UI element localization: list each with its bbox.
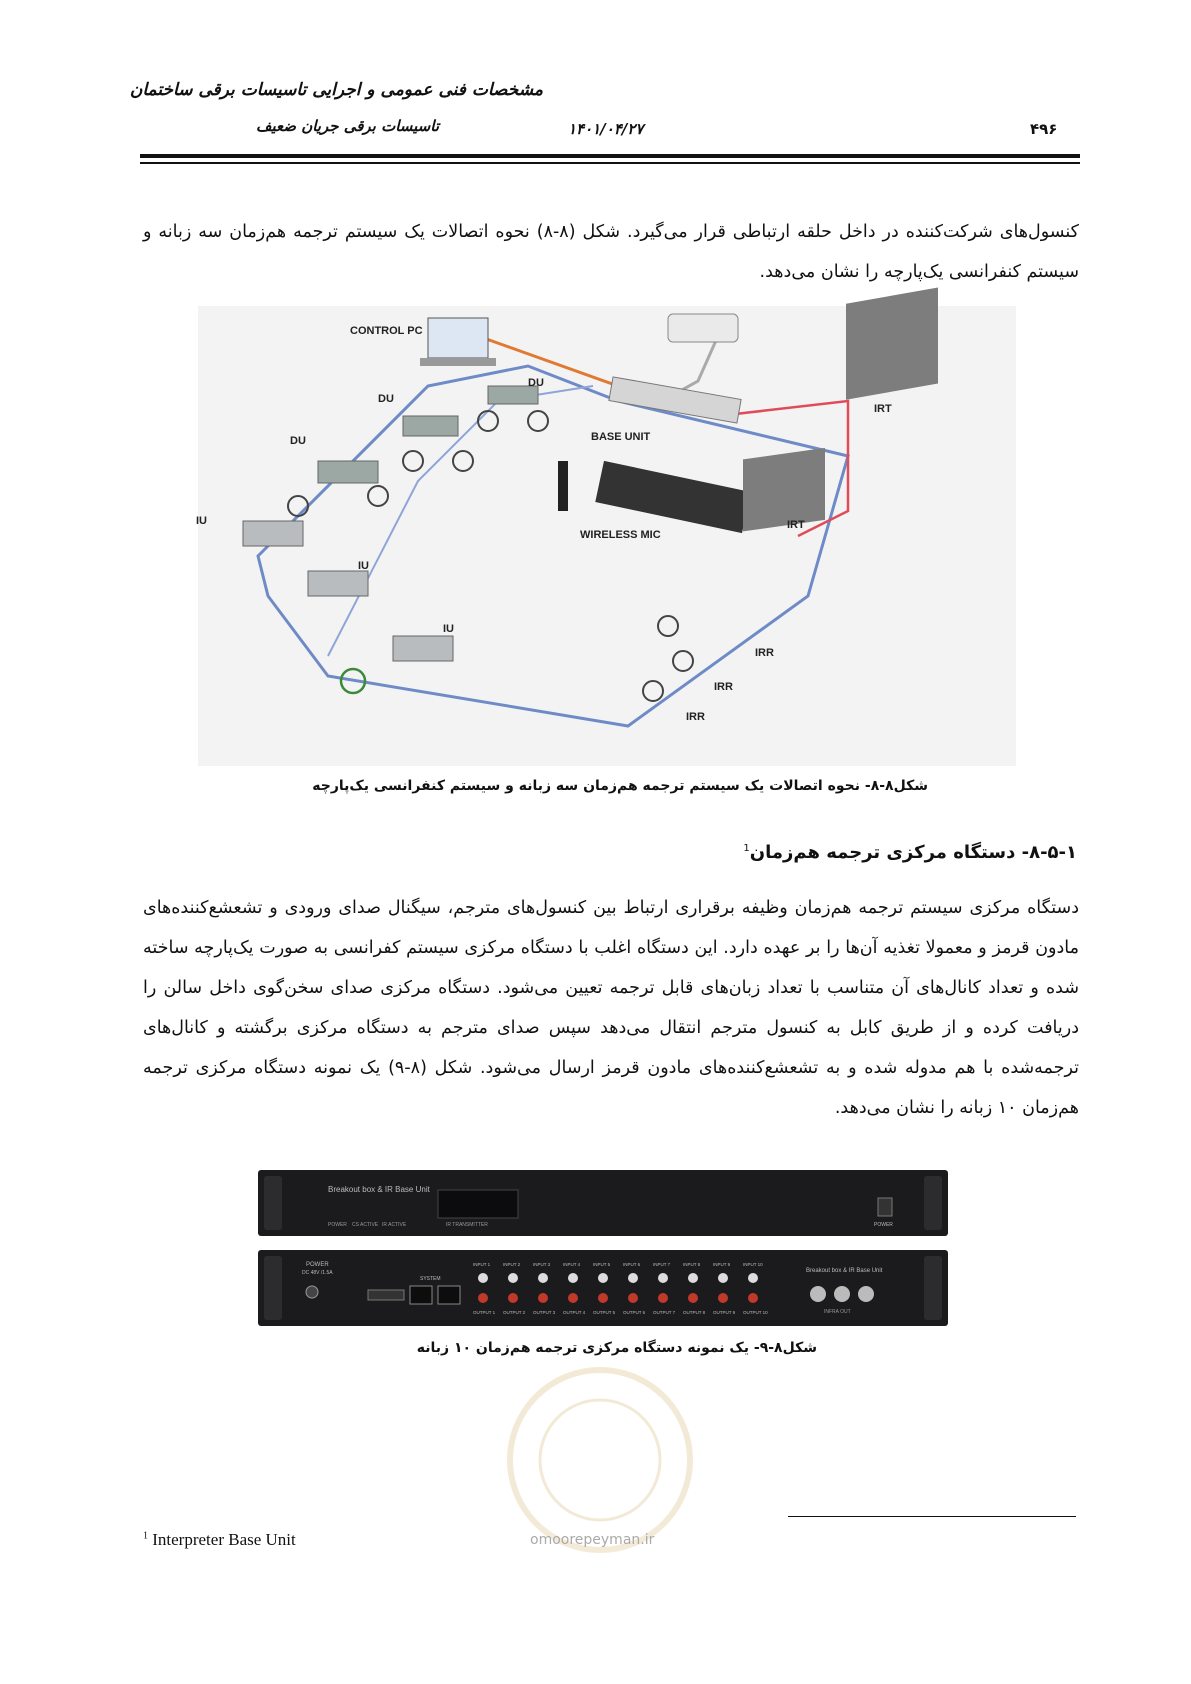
du-console <box>403 416 458 436</box>
page-number: ۴۹۶ <box>1030 120 1058 138</box>
power-switch-icon <box>878 1198 892 1216</box>
front-panel-label: Breakout box & IR Base Unit <box>328 1185 430 1194</box>
output-label: OUTPUT 9 <box>713 1310 736 1315</box>
headset-icon <box>403 451 423 471</box>
input-jack-icon <box>598 1273 608 1283</box>
output-label: OUTPUT 10 <box>743 1310 768 1315</box>
output-label: OUTPUT 5 <box>593 1310 616 1315</box>
figure2-caption: شکل۸-۹- یک نمونه دستگاه مرکزی ترجمه هم‌زمان ۱۰ زبانه <box>416 1340 817 1356</box>
heading-text: ۸-۵-۱- دستگاه مرکزی ترجمه هم‌زمان <box>749 842 1077 863</box>
footnote-rule <box>788 1516 1076 1517</box>
input-jack-icon <box>628 1273 638 1283</box>
footnote-mark: 1 <box>143 1530 148 1542</box>
label-iu: IU <box>358 560 369 572</box>
du-console <box>318 461 378 483</box>
output-jack-icon <box>568 1293 578 1303</box>
rack-ear <box>264 1256 282 1320</box>
headset-icon <box>453 451 473 471</box>
output-jack-icon <box>688 1293 698 1303</box>
wireless-mic-icon <box>558 461 568 511</box>
input-label: INPUT 5 <box>593 1262 611 1267</box>
output-label: OUTPUT 4 <box>563 1310 586 1315</box>
laptop-base <box>420 358 496 366</box>
rear-panel-label: Breakout box & IR Base Unit <box>806 1268 883 1274</box>
input-jack-icon <box>688 1273 698 1283</box>
base-unit-figure <box>258 1168 948 1328</box>
conference-diagram <box>198 306 1016 766</box>
label-iu: IU <box>196 515 207 527</box>
input-label: INPUT 3 <box>533 1262 551 1267</box>
input-label: INPUT 1 <box>473 1262 491 1267</box>
system-label: SYSTEM <box>420 1276 441 1282</box>
output-jack-icon <box>478 1293 488 1303</box>
input-jack-icon <box>508 1273 518 1283</box>
headset-icon <box>478 411 498 431</box>
input-jack-icon <box>658 1273 668 1283</box>
label-du: DU <box>378 393 394 405</box>
output-jack-icon <box>538 1293 548 1303</box>
output-jack-icon <box>658 1293 668 1303</box>
base-unit-device <box>609 377 741 423</box>
headset-icon <box>368 486 388 506</box>
infra-out-label: INFRA OUT <box>824 1309 851 1315</box>
headset-icon <box>288 496 308 516</box>
input-jack-icon <box>478 1273 488 1283</box>
wireless-receiver <box>595 461 750 533</box>
footnote-text: Interpreter Base Unit <box>152 1530 296 1549</box>
paragraph-intro: کنسول‌های شرکت‌کننده در داخل حلقه ارتباطی قرار می‌گیرد. شکل (۸-۸) نحوه اتصالات یک سیستم ترجمه هم‌زمان سه زبانه و سیستم کنفرانسی یک‌پارچه را نشان می‌دهد. <box>143 222 1079 282</box>
input-jack-icon <box>538 1273 548 1283</box>
label-iu: IU <box>443 623 454 635</box>
footnote-ref: 1 <box>743 843 750 854</box>
base-unit-panels <box>258 1168 948 1328</box>
label-du: DU <box>528 377 544 389</box>
output-label: OUTPUT 1 <box>473 1310 496 1315</box>
rear-power-label: POWER <box>306 1262 329 1268</box>
watermark-seal <box>470 1360 730 1560</box>
seal-inner-ring <box>540 1400 660 1520</box>
label-irr: IRR <box>714 681 733 693</box>
phone-icon <box>668 314 738 342</box>
input-label: INPUT 9 <box>713 1262 731 1267</box>
output-jack-icon <box>598 1293 608 1303</box>
output-jack-icon <box>718 1293 728 1303</box>
seal-ring <box>510 1370 690 1550</box>
power-rating: DC 48V /1.5A <box>302 1270 333 1276</box>
rack-ear <box>924 1256 942 1320</box>
indicator-ir-active: IR ACTIVE <box>382 1222 407 1228</box>
bnc-connector-icon <box>858 1286 874 1302</box>
label-wireless-mic: WIRELESS MIC <box>580 529 661 541</box>
label-control-pc: CONTROL PC <box>350 325 423 337</box>
section-heading <box>743 842 1077 863</box>
iu-console <box>308 571 368 596</box>
iu-console <box>393 636 453 661</box>
output-label: OUTPUT 6 <box>623 1310 646 1315</box>
ir-display <box>438 1190 518 1218</box>
headset-icon <box>643 681 663 701</box>
indicator-power: POWER <box>328 1222 347 1228</box>
rj45-port-icon <box>410 1286 432 1304</box>
input-label: INPUT 6 <box>623 1262 641 1267</box>
input-label: INPUT 2 <box>503 1262 521 1267</box>
label-irr: IRR <box>755 647 774 659</box>
watermark-text: omoorepeyman.ir <box>530 1532 655 1548</box>
section-title: تاسیسات برقی جریان ضعیف <box>255 117 439 135</box>
header-date: ۱۴۰۱/۰۴/۲۷ <box>568 120 644 138</box>
label-irt: IRT <box>787 519 805 531</box>
label-base-unit: BASE UNIT <box>591 431 651 443</box>
bnc-connector-icon <box>834 1286 850 1302</box>
output-jack-icon <box>748 1293 758 1303</box>
input-label: INPUT 10 <box>743 1262 763 1267</box>
dip-switch-icon <box>368 1290 404 1300</box>
paragraph-base-unit: دستگاه مرکزی سیستم ترجمه هم‌زمان وظیفه برقراری ارتباط بین کنسول‌های مترجم، سیگنال صدای ورودی و تشعشع‌کننده‌های مادون قرمز و معمولا تغذیه آن‌ها را بر عهده دارد. این دستگاه اغلب با دستگاه مرکزی سیستم کفرانسی به صورت یک‌پارچه ساخته شده و تعداد کانال‌های آن متناسب با تعداد زبان‌های قابل ترجمه تعیین می‌شود. دستگاه مرکزی صدای سخن‌گوی داخل سالن را دریافت کرده و از طریق کابل به کنسول مترجم انتقال می‌دهد سپس صدای مترجم به دستگاه مرکزی برگشته و کانال‌های ترجمه‌شده با هم مدوله شده و به تشعشع‌کننده‌های مادون قرمز ارسال می‌شود. شکل (۸-۹) یک نمونه دستگاه مرکزی ترجمه هم‌زمان ۱۰ زبانه را نشان می‌دهد. <box>143 898 1080 1118</box>
label-irt: IRT <box>874 403 892 415</box>
rack-ear <box>924 1176 942 1230</box>
figure1-caption: شکل۸-۸- نحوه اتصالات یک سیستم ترجمه هم‌زمان سه زبانه و سیستم کنفرانسی یک‌پارچه <box>312 778 928 794</box>
header-rule-thin <box>140 162 1080 164</box>
bnc-connector-icon <box>810 1286 826 1302</box>
dc-jack-icon <box>306 1286 318 1298</box>
input-jack-icon <box>748 1273 758 1283</box>
irt-radiator-2 <box>743 448 825 532</box>
conference-system-figure <box>198 306 1016 766</box>
label-irr: IRR <box>686 711 705 723</box>
irt-radiator <box>846 288 938 400</box>
output-label: OUTPUT 8 <box>683 1310 706 1315</box>
book-title: مشخصات فنی عمومی و اجرایی تاسیسات برقی ساختمان <box>129 80 543 100</box>
output-label: OUTPUT 3 <box>533 1310 556 1315</box>
input-jack-icon <box>718 1273 728 1283</box>
input-label: INPUT 4 <box>563 1262 581 1267</box>
input-label: INPUT 7 <box>653 1262 671 1267</box>
laptop-icon <box>428 318 488 358</box>
front-power-label: POWER <box>874 1222 893 1228</box>
output-jack-icon <box>628 1293 638 1303</box>
headset-icon <box>673 651 693 671</box>
rj45-port-icon <box>438 1286 460 1304</box>
indicator-cs-active: CS ACTIVE <box>352 1222 379 1228</box>
ir-transmitter-label: IR TRANSMITTER <box>446 1222 488 1228</box>
output-label: OUTPUT 2 <box>503 1310 526 1315</box>
headset-icon <box>658 616 678 636</box>
label-du: DU <box>290 435 306 447</box>
input-label: INPUT 8 <box>683 1262 701 1267</box>
output-label: OUTPUT 7 <box>653 1310 676 1315</box>
headset-icon <box>528 411 548 431</box>
input-jack-icon <box>568 1273 578 1283</box>
footnote <box>143 1530 296 1550</box>
cable <box>328 386 593 656</box>
rack-ear <box>264 1176 282 1230</box>
header-rule <box>140 154 1080 158</box>
iu-console <box>243 521 303 546</box>
output-jack-icon <box>508 1293 518 1303</box>
